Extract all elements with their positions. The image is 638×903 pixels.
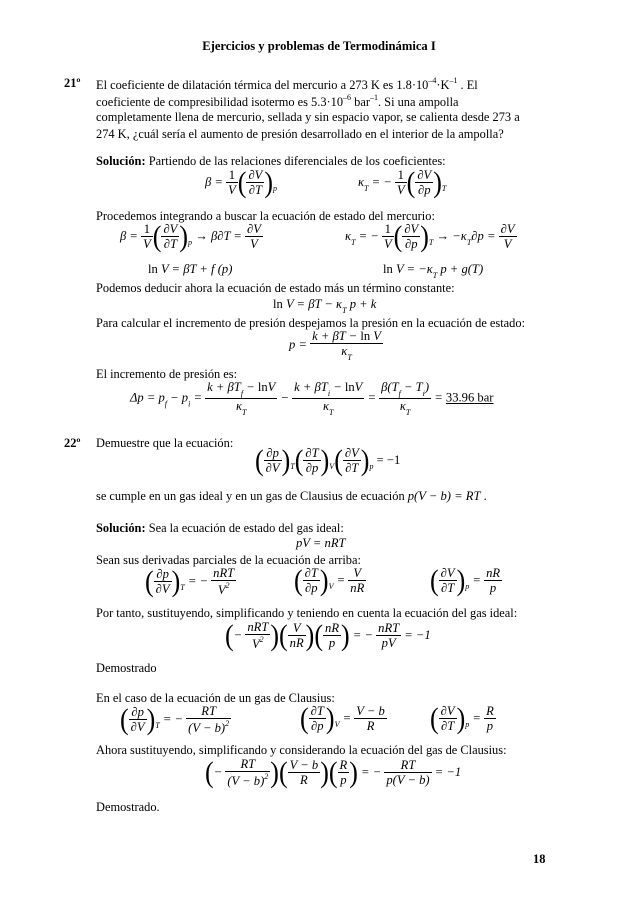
equation-beta-definition: β = $\frac{1}{V}$ ( $\frac{\partial V}{\partial T}$ )$_p$	[205, 165, 278, 200]
equation-kappa-definition: $\kappa_T$ = − $\frac{1}{V}$ ( $\frac{\partial V}{\partial p}$ )$_T$	[358, 165, 447, 200]
equation-lnV-kappa: $\ln V = -\kappa_T$ p + g(T)	[383, 262, 484, 280]
page-number: 18	[533, 852, 546, 866]
equation-ideal-gas: pV = nRT	[296, 536, 346, 550]
problem-21-deduce-text: Podemos deducir ahora la ecuación de estado más un término constante:	[96, 281, 455, 295]
equation-ideal-product: (− $\frac{\text{nRT}}{V^2}$ )( $\frac{V}{nR}$ )( $\frac{nR}{p}$ ) = − $\frac{\text{nRT}}{pV}$ = −1	[225, 618, 431, 653]
equation-pressure: p = $\frac{\text{k + βT − ln V}}{\kappa_T}$	[289, 329, 381, 363]
page-header-title: Ejercicios y problemas de Termodinámica I	[202, 39, 436, 53]
equation-clausius-dp-dV: ( $\frac{\partial p}{\partial V}$ )$_T$ = − $\frac{RT}{(V - b)^2}$	[120, 702, 230, 737]
problem-22-clausius-text: se cumple en un gas ideal y en un gas de Clausius de ecuación p(V − b) = RT .	[96, 489, 487, 503]
equation-triple-product: ( $\frac{\partial p}{\partial V}$ )$_T$( $\frac{\partial T}{\partial p}$ )$_V$( $\frac{\partial V}{\partial T}$ )$_p = -1$	[255, 443, 401, 478]
problem-21-calc-text: Para calcular el incremento de presión despejamos la presión en la ecuación de estado:	[96, 316, 526, 330]
problem-22-therefore-text: Por tanto, sustituyendo, simplificando y teniendo en cuenta la ecuación del gas ideal:	[96, 606, 518, 620]
problem-22-clausius-case-text: En el caso de la ecuación de un gas de Clausius:	[96, 691, 335, 705]
problem-22-statement: Demuestre que la ecuación:	[96, 436, 234, 450]
problem-22-derivs-text: Sean sus derivadas parciales de la ecuación de arriba:	[96, 553, 361, 567]
problem-22-demostrado-1: Demostrado	[96, 661, 157, 675]
problem-22-number: 22º	[64, 436, 81, 450]
equation-clausius-dT-dp: ( $\frac{\partial T}{\partial p}$ )$_V$ = $\frac{V - b}{R}$	[300, 701, 385, 736]
equation-lnV-beta: ln V = βT + f (p)	[148, 262, 233, 276]
problem-22-substituting-text: Ahora sustituyendo, simplificando y considerando la ecuación del gas de Clausius:	[96, 743, 507, 757]
equation-kappa-integration: $\kappa_T$ = − $\frac{1}{V}$ ( $\frac{\partial V}{\partial p}$ )$_T \to -\kappa_T\partial p$ = $\frac{\partial V}{V}$	[345, 219, 515, 254]
problem-21-statement-line-2: coeficiente de compresibilidad isotermo es $5.3\cdot 10^{-6}$ bar$^{-1}$. Si una ampolla	[96, 93, 459, 109]
problem-21-solution-intro: Solución: Partiendo de las relaciones diferenciales de los coeficientes:	[96, 154, 446, 168]
problem-21-statement-line-4: 274 K, ¿cuál sería el aumento de presión desarrollado en el interior de la ampolla?	[96, 127, 504, 141]
equation-ideal-dT-dp: ( $\frac{\partial T}{\partial p}$ )$_V$ = $\frac{V}{nR}$	[294, 563, 365, 598]
equation-ideal-dV-dT: ( $\frac{\partial V}{\partial T}$ )$_p$ = $\frac{nR}{p}$	[430, 563, 501, 598]
problem-21-number: 21º	[64, 76, 81, 90]
equation-clausius-dV-dT: ( $\frac{\partial V}{\partial T}$ )$_p$ = $\frac{R}{p}$	[430, 701, 494, 736]
problem-21-statement-line-3: completamente llena de mercurio, sellada y sin espacio vapor, se calienta desde 273 a	[96, 110, 520, 124]
equation-ideal-dp-dV: ( $\frac{\partial p}{\partial V}$ )$_T$ = − $\frac{\text{nRT}}{V^2}$	[145, 564, 235, 599]
problem-21-increment-text: El incremento de presión es:	[96, 367, 238, 381]
equation-clausius-product: (− $\frac{RT}{(V - b)^2}$ )( $\frac{V - b}{R}$ )( $\frac{R}{p}$ ) = − $\frac{RT}{p(V - b)}$ = −1	[205, 755, 462, 790]
equation-beta-integration: β = $\frac{1}{V}$ ( $\frac{\partial V}{\partial T}$ )$_p \to \beta\partial T$ = $\frac{\partial V}{V}$	[120, 219, 261, 254]
equation-pressure-increment: $\Delta p = p_f - p_i$ = $\frac{k + \beta T_f - \ln V}{\kappa_T}$ − $\frac{k + \beta T_i - \ln V}{\kappa_T}$ = $\frac{\beta(T_f - T_i)}{\kappa_T}$ = 33.96 bar	[130, 380, 494, 418]
problem-21-statement-line-1: El coeficiente de dilatación térmica del mercurio a 273 K es $1.8\cdot 10^{-4}\cdot K^{-1}$ . El	[96, 76, 478, 92]
problem-21-integrating-text: Procedemos integrando a buscar la ecuación de estado del mercurio:	[96, 209, 435, 223]
pressure-increment-result: 33.96 bar	[445, 390, 494, 405]
equation-state-mercury: $\ln V = \beta T - \kappa_T$ p + k	[273, 297, 377, 315]
problem-22-solution-intro: Solución: Sea la ecuación de estado del gas ideal:	[96, 521, 344, 535]
problem-22-demostrado-2: Demostrado.	[96, 800, 160, 814]
